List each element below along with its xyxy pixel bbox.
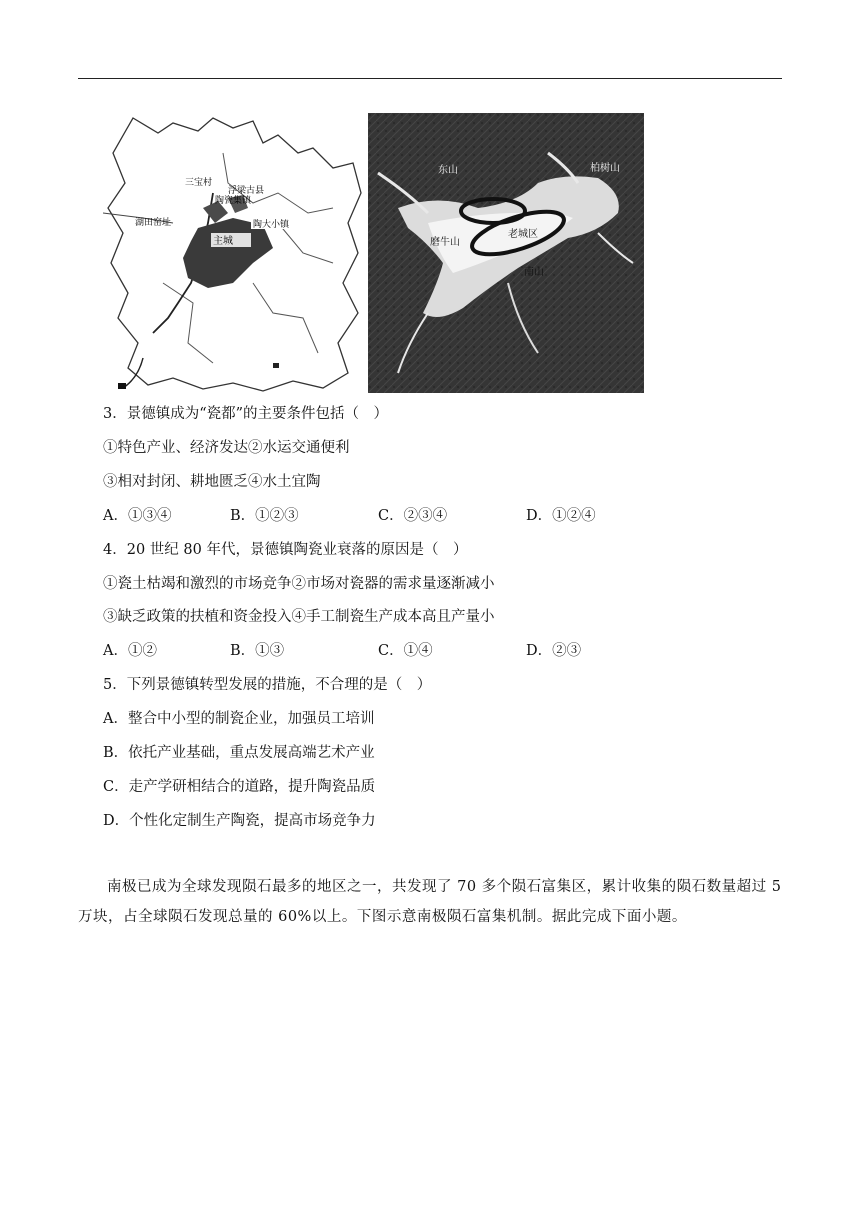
q3-stem: 3．景德镇成为“瓷都”的主要条件包括（ ） xyxy=(103,406,389,422)
q3-item-line-1: ①特色产业、经济发达②水运交通便利 xyxy=(103,440,350,456)
left-map-label-sanbao: 三宝村 xyxy=(185,178,213,188)
q3-option-c[interactable]: C．②③④ xyxy=(378,508,448,524)
q3-option-d[interactable]: D．①②④ xyxy=(526,508,596,524)
left-map-label-ceramic-town: 陶瓷集镇 xyxy=(215,196,252,206)
q3-option-b[interactable]: B．①②③ xyxy=(230,508,299,524)
q4-item-line-1: ①瓷土枯竭和激烈的市场竞争②市场对瓷器的需求量逐渐减小 xyxy=(103,576,495,592)
q4-item-line-2: ③缺乏政策的扶植和资金投入④手工制瓷生产成本高且产量小 xyxy=(103,609,495,625)
q4-option-b[interactable]: B．①③ xyxy=(230,643,285,659)
q4-stem: 4．20 世纪 80 年代，景德镇陶瓷业衰落的原因是（ ） xyxy=(103,542,468,558)
right-map-label-old-town: 老城区 xyxy=(508,229,538,240)
right-map-label-baishu-mountain: 柏树山 xyxy=(590,163,620,174)
antarctic-meteorite-passage: 南极已成为全球发现陨石最多的地区之一，共发现了 70 多个陨石富集区，累计收集的陨石数量超过 5 万块，占全球陨石发现总量的 60%以上。下图示意南极陨石富集机制。据此完成下面小题。 xyxy=(78,879,782,925)
left-map-label-main-city: 主城 xyxy=(213,236,233,247)
q5-option-b[interactable]: B．依托产业基础，重点发展高端艺术产业 xyxy=(103,745,375,761)
q3-item-line-2: ③相对封闭、耕地匮乏④水土宜陶 xyxy=(103,474,321,490)
q5-option-c[interactable]: C．走产学研相结合的道路，提升陶瓷品质 xyxy=(103,779,376,795)
q4-option-c[interactable]: C．①④ xyxy=(378,643,433,659)
left-map-label-hutian-kiln: 湖田窑址 xyxy=(135,218,172,228)
header-rule xyxy=(78,78,782,79)
satellite-image-graphic xyxy=(368,113,644,393)
q3-option-a[interactable]: A．①③④ xyxy=(103,508,172,524)
q5-option-a[interactable]: A．整合中小型的制瓷企业，加强员工培训 xyxy=(103,711,375,727)
q5-option-d[interactable]: D．个性化定制生产陶瓷，提高市场竞争力 xyxy=(103,813,376,829)
left-map-label-taoda-town: 陶大小镇 xyxy=(253,220,290,230)
right-map-label-moniu-mountain: 磨牛山 xyxy=(430,237,460,248)
right-map-label-east-mountain: 东山 xyxy=(438,165,458,176)
right-map-label-south-mountain: 南山 xyxy=(524,267,544,278)
q4-option-d[interactable]: D．②③ xyxy=(526,643,582,659)
q3-options xyxy=(103,506,703,526)
q4-options xyxy=(103,641,703,661)
q5-stem: 5．下列景德镇转型发展的措施，不合理的是（ ） xyxy=(103,677,432,693)
q4-option-a[interactable]: A．①② xyxy=(103,643,157,659)
left-map-label-fuliang: 浮梁古县 xyxy=(228,186,265,196)
regional-map-figure xyxy=(103,113,365,393)
satellite-image-figure xyxy=(368,113,644,393)
regional-map-graphic xyxy=(103,113,365,393)
